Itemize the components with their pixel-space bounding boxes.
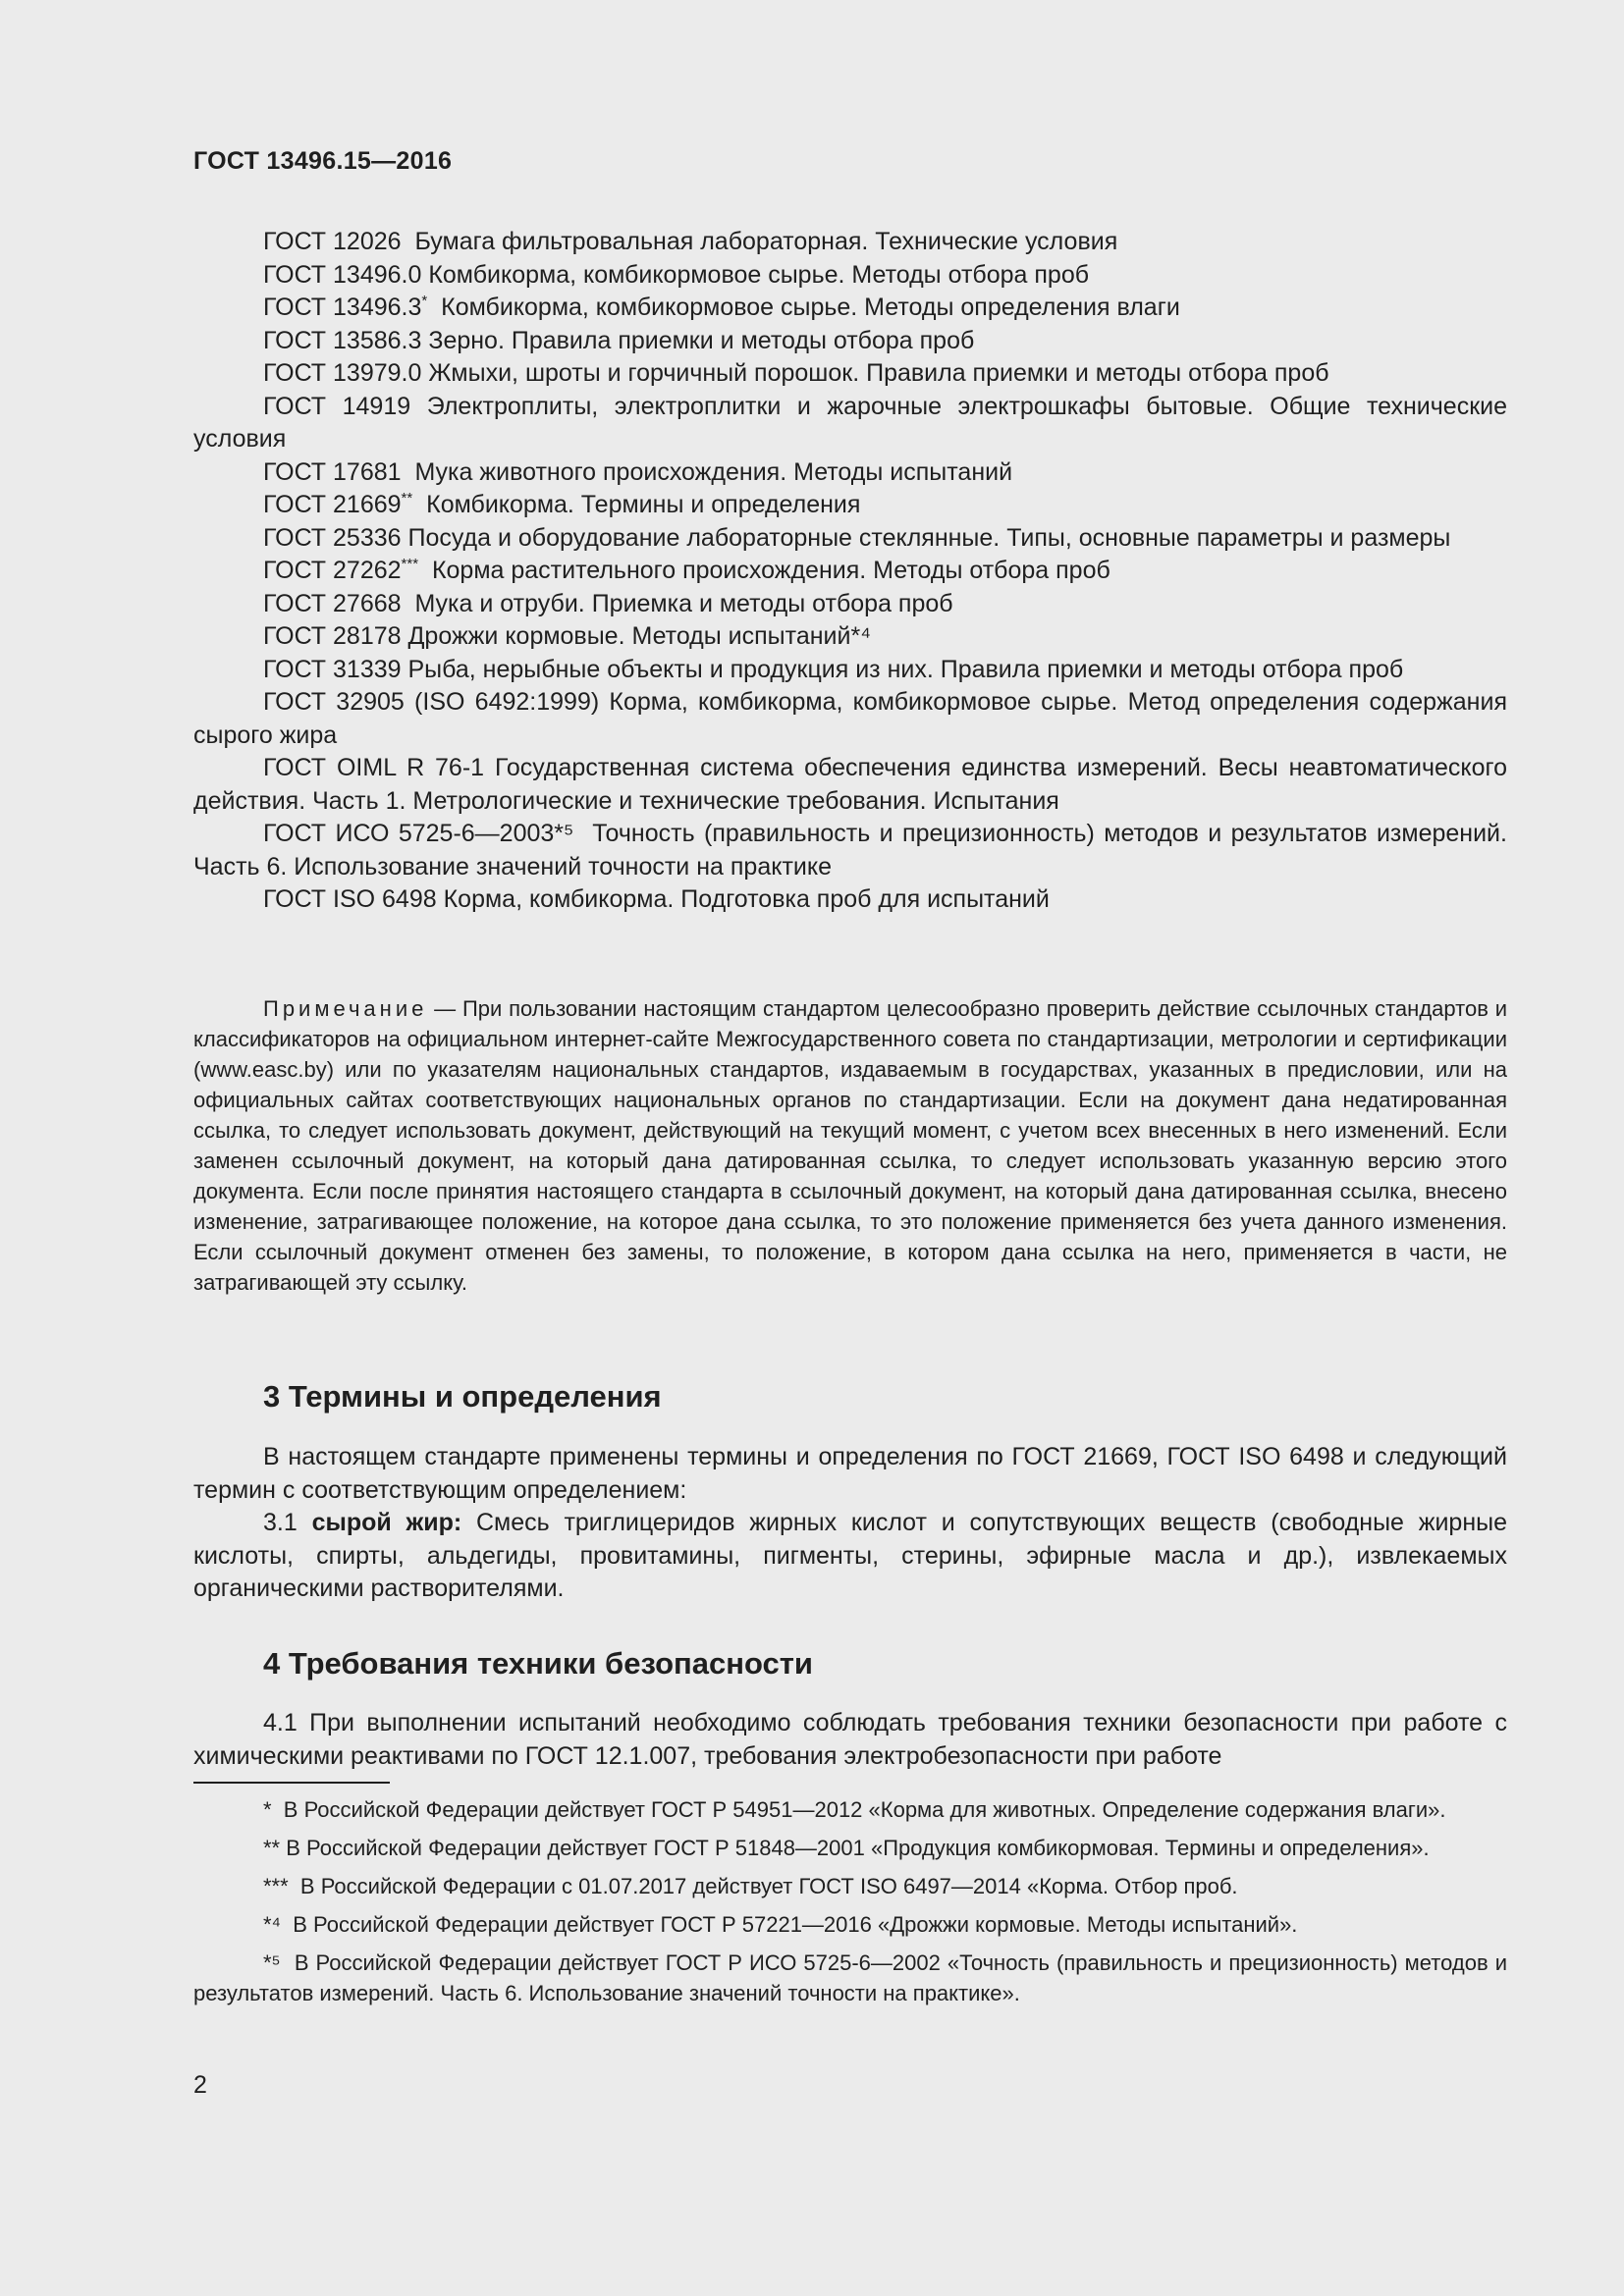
reference-item: ГОСТ 13586.3 Зерно. Правила приемки и методы отбора проб bbox=[263, 326, 975, 354]
references-note bbox=[193, 993, 1507, 1298]
document-code-header: ГОСТ 13496.15—2016 bbox=[193, 147, 453, 175]
footnote-separator bbox=[193, 1782, 390, 1784]
reference-item: ГОСТ 14919 Электроплиты, электроплитки и жарочные электрошкафы бытовые. Общие технические условия bbox=[193, 392, 1508, 453]
term-number: 3.1 bbox=[263, 1509, 298, 1536]
footnote: * В Российской Федерации действует ГОСТ Р 54951—2012 «Корма для животных. Определение содержания влаги». bbox=[263, 1797, 1446, 1822]
reference-item: ГОСТ 13496.0 Комбикорма, комбикормовое сырье. Методы отбора проб bbox=[263, 260, 1090, 289]
reference-item: ГОСТ ISO 6498 Корма, комбикорма. Подготовка проб для испытаний bbox=[263, 885, 1050, 913]
reference-item: ГОСТ 17681 Мука животного происхождения. Методы испытаний bbox=[263, 457, 1013, 486]
term-text: Смесь триглицеридов жирных кислот и сопутствующих веществ (свободные жирные кислоты, спирты, альдегиды, провитамины, пигменты, стерины, эфирные масла и др.), извлекаемых органическими растворителями. bbox=[193, 1509, 1507, 1602]
footnote: ** В Российской Федерации действует ГОСТ Р 51848—2001 «Продукция комбикормовая. Термины и определения». bbox=[263, 1836, 1430, 1860]
note-label: Примечание bbox=[263, 996, 428, 1021]
footnote-mark: *** bbox=[401, 556, 419, 572]
footnote: *⁵ В Российской Федерации действует ГОСТ Р ИСО 5725-6—2002 «Точность (правильность и прецизионность) методов и результатов измерений. Часть 6. Использование значений точности на практике». bbox=[193, 1950, 1507, 2005]
term-definition bbox=[193, 1507, 1507, 1606]
footnote: *** В Российской Федерации с 01.07.2017 действует ГОСТ ISO 6497—2014 «Корма. Отбор проб. bbox=[263, 1874, 1238, 1898]
reference-item: ГОСТ ИСО 5725-6—2003*⁵ Точность (правильность и прецизионность) методов и результатов измерений. Часть 6. Использование значений точности на практике bbox=[193, 820, 1507, 881]
reference-item: ГОСТ 28178 Дрожжи кормовые. Методы испытаний*⁴ bbox=[263, 622, 871, 650]
reference-item: ГОСТ 12026 Бумага фильтровальная лабораторная. Технические условия bbox=[263, 228, 1118, 255]
section-3-title: 3 Термины и определения bbox=[263, 1379, 662, 1414]
reference-item: ГОСТ 31339 Рыба, нерыбные объекты и продукция из них. Правила приемки и методы отбора проб bbox=[263, 655, 1404, 683]
reference-item: ГОСТ 27262*** Корма растительного происхождения. Методы отбора проб bbox=[263, 556, 1110, 584]
reference-item: ГОСТ 21669** Комбикорма. Термины и определения bbox=[263, 490, 861, 518]
page-number: 2 bbox=[193, 2071, 207, 2099]
footnotes bbox=[193, 1794, 1507, 2016]
reference-item: ГОСТ 13496.3* Комбикорма, комбикормовое сырье. Методы определения влаги bbox=[263, 293, 1180, 321]
section-4-title: 4 Требования техники безопасности bbox=[263, 1646, 813, 1681]
term-name: сырой жир: bbox=[311, 1509, 462, 1536]
footnote-mark: ** bbox=[401, 490, 413, 507]
section-3-intro: В настоящем стандарте применены термины и определения по ГОСТ 21669, ГОСТ ISO 6498 и следующий термин с соответствующим определением: bbox=[193, 1443, 1507, 1504]
footnote-mark: * bbox=[421, 293, 428, 309]
section-4-paragraph: 4.1 При выполнении испытаний необходимо соблюдать требования техники безопасности при работе с химическими реактивами по ГОСТ 12.1.007, требования электробезопасности при работе bbox=[193, 1709, 1507, 1770]
normative-references-list bbox=[193, 226, 1507, 917]
footnote: *⁴ В Российской Федерации действует ГОСТ Р 57221—2016 «Дрожжи кормовые. Методы испытаний». bbox=[263, 1912, 1298, 1937]
reference-item: ГОСТ 32905 (ISO 6492:1999) Корма, комбикорма, комбикормовое сырье. Метод определения содержания сырого жира bbox=[193, 688, 1507, 749]
note-text: — При пользовании настоящим стандартом целесообразно проверить действие ссылочных стандартов и классификаторов на официальном интернет-сайте Межгосударственного совета по стандартизации, метрологии и сертификации (www.easc.by) или по указателям национальных стандартов, издаваемым в государствах, указанных в предисловии, или на официальных сайтах соответствующих национальных органов по стандартизации. Если на документ дана недатированная ссылка, то следует использовать документ, действующий на текущий момент, с учетом всех внесенных в него изменений. Если заменен ссылочный документ, на который дана датированная ссылка, то следует использовать указанную версию этого документа. Если после принятия настоящего стандарта в ссылочный документ, на который дана датированная ссылка, внесено изменение, затрагивающее положение, на которое дана ссылка, то это положение применяется без учета данного изменения. Если ссылочный документ отменен без замены, то положение, в котором дана ссылка на него, применяется в части, не затрагивающей эту ссылку. bbox=[193, 996, 1507, 1295]
reference-item: ГОСТ 25336 Посуда и оборудование лабораторные стеклянные. Типы, основные параметры и размеры bbox=[263, 523, 1451, 552]
reference-item: ГОСТ OIML R 76-1 Государственная система обеспечения единства измерений. Весы неавтоматического действия. Часть 1. Метрологические и технические требования. Испытания bbox=[193, 754, 1507, 815]
reference-item: ГОСТ 27668 Мука и отруби. Приемка и методы отбора проб bbox=[263, 589, 953, 617]
reference-item: ГОСТ 13979.0 Жмыхи, шроты и горчичный порошок. Правила приемки и методы отбора проб bbox=[263, 359, 1329, 387]
